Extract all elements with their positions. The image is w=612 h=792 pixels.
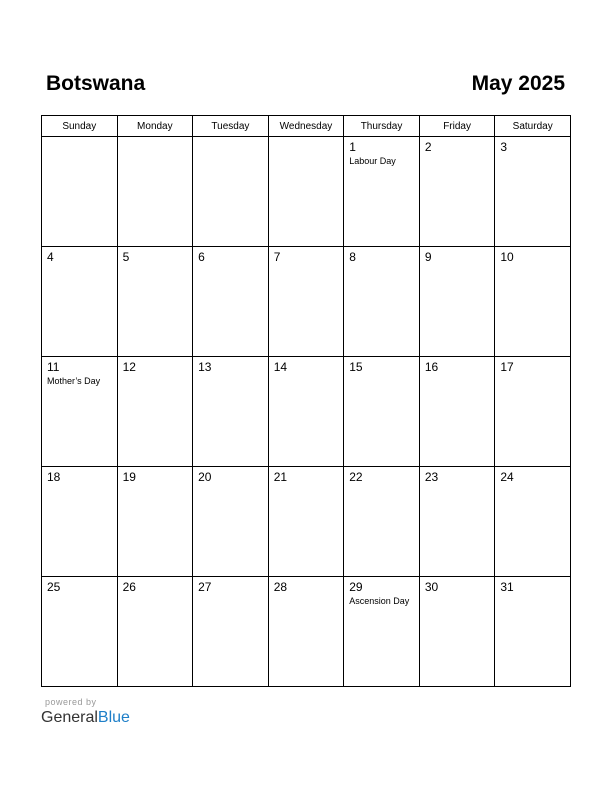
- day-cell: [495, 247, 571, 357]
- day-number: 26: [122, 580, 136, 594]
- week-row: [42, 577, 571, 687]
- day-number: 5: [122, 250, 130, 264]
- holiday-label: Ascension Day: [349, 596, 410, 606]
- month-year-title: May 2025: [471, 72, 565, 95]
- day-cell: [193, 247, 269, 357]
- day-number: 20: [198, 470, 212, 484]
- day-number: 4: [47, 250, 54, 264]
- day-number: 7: [273, 250, 281, 264]
- day-number: 13: [198, 360, 212, 374]
- day-number: 30: [424, 580, 439, 594]
- day-cell: [117, 577, 193, 687]
- day-number: 6: [198, 250, 205, 264]
- day-cell: [193, 357, 269, 467]
- day-cell: [42, 247, 118, 357]
- day-number: 27: [198, 580, 212, 594]
- weekday-header-monday: Monday: [117, 116, 193, 137]
- calendar-grid: [41, 115, 571, 687]
- weekday-header-tuesday: Tuesday: [193, 116, 269, 137]
- day-number: 15: [349, 360, 363, 374]
- day-cell: [495, 577, 571, 687]
- logo-blue-text: Blue: [97, 709, 130, 726]
- day-number: 16: [424, 360, 439, 374]
- day-cell: [344, 577, 420, 687]
- day-cell: [42, 357, 118, 467]
- day-number: 24: [500, 470, 514, 484]
- day-number: 28: [273, 580, 288, 594]
- day-cell: [344, 247, 420, 357]
- day-cell: [344, 467, 420, 577]
- day-number: 14: [273, 360, 288, 374]
- day-number: 10: [500, 250, 514, 264]
- generalblue-logo[interactable]: [41, 708, 130, 728]
- day-number: 9: [424, 250, 432, 264]
- weekday-header-sunday: Sunday: [42, 116, 118, 137]
- day-cell: [268, 577, 344, 687]
- holiday-label: Labour Day: [349, 156, 396, 166]
- weekday-header-wednesday: Wednesday: [268, 116, 344, 137]
- day-cell: [419, 577, 495, 687]
- week-row: [42, 467, 571, 577]
- day-cell: [117, 357, 193, 467]
- day-cell: [193, 137, 269, 247]
- day-cell: [495, 357, 571, 467]
- day-number: 31: [500, 580, 514, 594]
- day-cell: [344, 137, 420, 247]
- weekday-header-saturday: Saturday: [495, 116, 571, 137]
- day-number: 8: [349, 250, 356, 264]
- day-number: 21: [273, 470, 288, 484]
- day-number: 11: [47, 360, 60, 374]
- day-cell: [42, 137, 118, 247]
- day-cell: [193, 467, 269, 577]
- day-cell: [495, 467, 571, 577]
- day-number: 29: [349, 580, 363, 594]
- country-title: Botswana: [46, 72, 146, 95]
- day-cell: [268, 137, 344, 247]
- logo-general-text: General: [41, 709, 98, 726]
- day-cell: [495, 137, 571, 247]
- day-number: 22: [349, 470, 363, 484]
- day-number: 18: [47, 470, 61, 484]
- day-cell: [117, 247, 193, 357]
- day-cell: [193, 577, 269, 687]
- day-number: 3: [500, 140, 508, 154]
- week-row: [42, 357, 571, 467]
- day-number: 12: [122, 360, 136, 374]
- day-cell: [344, 357, 420, 467]
- day-cell: [42, 467, 118, 577]
- day-number: 25: [47, 580, 61, 594]
- holiday-label: Mother’s Day: [47, 376, 101, 386]
- weekday-header-row: [42, 116, 571, 137]
- day-cell: [419, 137, 495, 247]
- weekday-header-friday: Friday: [419, 116, 495, 137]
- day-cell: [268, 467, 344, 577]
- day-cell: [419, 247, 495, 357]
- day-number: 1: [349, 140, 356, 154]
- day-number: 2: [424, 140, 432, 154]
- day-cell: [117, 137, 193, 247]
- day-cell: [419, 467, 495, 577]
- day-cell: [117, 467, 193, 577]
- day-cell: [419, 357, 495, 467]
- day-cell: [42, 577, 118, 687]
- week-row: [42, 247, 571, 357]
- powered-by-text: powered by: [45, 697, 97, 707]
- weekday-header-thursday: Thursday: [344, 116, 420, 137]
- day-number: 17: [500, 360, 514, 374]
- day-number: 23: [424, 470, 439, 484]
- week-row: [42, 137, 571, 247]
- day-cell: [268, 247, 344, 357]
- day-number: 19: [122, 470, 136, 484]
- day-cell: [268, 357, 344, 467]
